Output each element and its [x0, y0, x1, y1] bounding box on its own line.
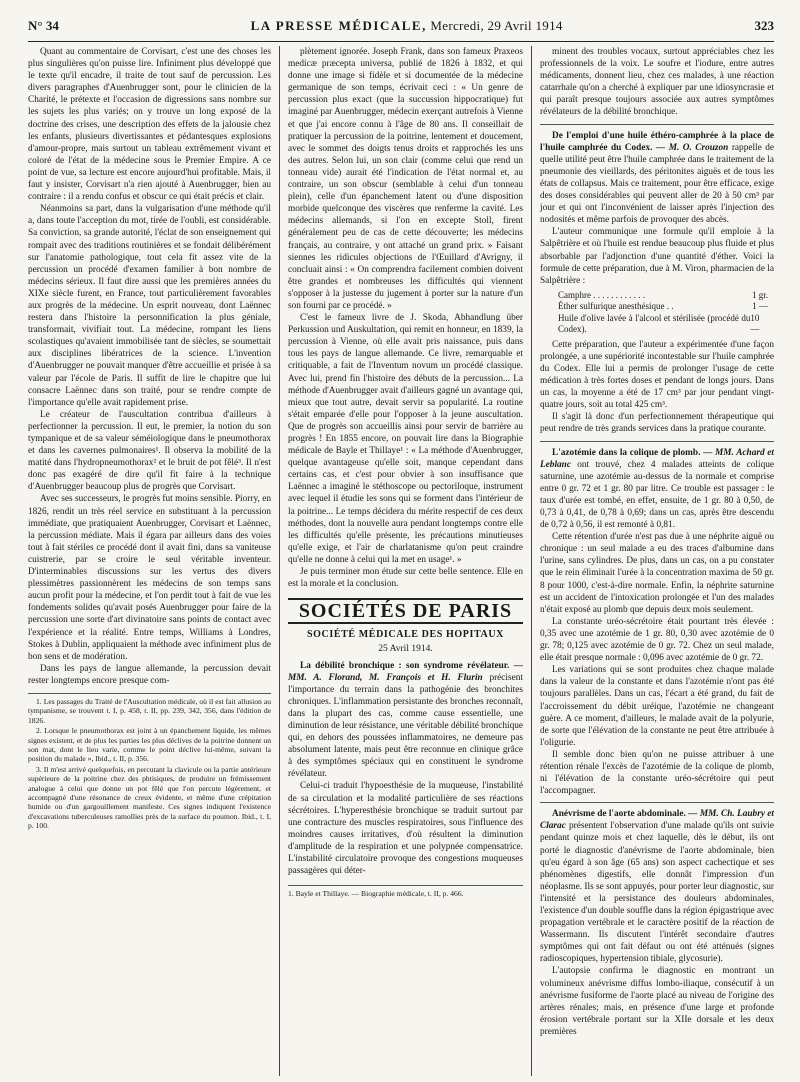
paragraph: Dans les pays de langue allemande, la percussion devait rester longtemps encore presque com-	[28, 663, 271, 686]
divider	[540, 124, 774, 125]
column-3	[532, 46, 774, 1076]
column-1	[28, 46, 280, 1076]
run-in-head: La débilité bronchique : son syndrome révélateur.	[300, 660, 510, 671]
paragraph: Le créateur de l'auscultation contribua d'ailleurs à perfectionner la percussion. Il eut, le premier, la notion du son tympanique et de sa valeur séméiologique dans le pneumothorax et dans les cavernes pulmonaires¹. Il observa la mobilité de la matité dans l'hydropneumothorax² et le bruit de pot fêlé³. Il n'est donc pas exagéré de dire qu'il fit faire à la technique d'Auenbrugger beaucoup plus de progrès que Corvisart.	[28, 409, 271, 493]
paragraph: L'autopsie confirma le diagnostic en montrant un volumineux anévrisme diffus lombo-iliaque, consécutif à un anévrisme fusiforme de l'aorte placé au niveau de l'origine des artères rénales; mais, en présence d'une large et profonde érosion vertébrale portant sur la XIIe dorsale et les deux premières	[540, 966, 774, 1037]
paragraph: Il s'agit là donc d'un perfectionnement thérapeutique qui peut rendre de très grands services dans la pratique courante.	[540, 412, 774, 435]
issue-number: N° 34	[28, 18, 59, 33]
formula-line: Huile d'olive lavée à l'alcool et stérilisée (procédé du Codex). 10 —	[558, 312, 760, 335]
paragraph: Cette préparation, que l'auteur a expérimentée d'une façon prolongée, a une supériorité incontestable sur l'huile camphrée du Codex. Elle lui a permis de prolonger l'usage de cette médication à très fortes doses et pendant de longs jours. Dans un cas, la moyenne a été de 17 cm³ par jour pendant vingt-quatre jours, soit au total 425 cm³.	[540, 339, 774, 411]
paragraph: La constante uréo-sécrétoire était pourtant très élevée : 0,35 avec une azotémie de 1 gr. 80, 0,30 avec azotémie de 0 gr. 78; 0,125 avec azotémie de 0 gr. 72. Chez un seul malade, elle était presque normale : 0,096 avec azotémie de 0 gr. 72.	[540, 616, 774, 664]
paragraph	[540, 130, 774, 227]
columns	[28, 46, 774, 1076]
page-header	[28, 18, 774, 42]
paragraph: L'auteur communique une formule qu'il emploie à la Salpêtrière et où l'huile est rendue beaucoup plus fluide et plus absorbable par l'adjonction d'une quantité d'éther. Voici la formule de cette préparation, due à M. Viron, pharmacien de la Salpêtrière :	[540, 227, 774, 286]
paragraph-text: rappelle de quelle utilité peut être l'huile camphrée dans le traitement de la pneumonie des vieillards, des péritonites aiguës et de tous les états de collapsus. Mais ce traitement, pour être efficace, exige des doses considérables qui peuvent aller de 20 à 50 cm³ par jour et qui ont l'inconvénient de laisser après l'injection des nodosités et même parfois de provoquer des abcès.	[540, 142, 774, 226]
formula-line: Camphre . . . . . . . . . . . . 1 gr.	[558, 289, 768, 300]
paragraph: Celui-ci traduit l'hypoesthésie de la muqueuse, l'instabilité de sa circulation et la modalité particulière de ses réactions sécrétoires. L'hyperesthésie bronchique se traduit surtout par une contracture des muscles respiratoires, sous l'influence des moindres causes irritatives, d'où résultent la diminution d'amplitude de la respiration et une polypnée compensatrice. L'instabilité circulatoire provoque des congestions muqueuses passagères qui déter-	[288, 781, 523, 877]
authors: — MM. A. Florand, M. François et H. Flurin	[288, 660, 523, 683]
session-date: 25 Avril 1914.	[378, 644, 433, 655]
paragraph: plètement ignorée. Joseph Frank, dans son fameux Praxeos medicæ præcepta universa, publié de 1826 à 1832, et qui donne une image si fidèle et si documentée de la médecine germanique de son temps, écrivait ceci : « Un genre de percussion plus exact (que la succussion hippocratique) fut imaginé par Auenbrugger, médecin exerçant autrefois à Vienne et que j'ai encore connu à l'âge de 80 ans. Il conseillait de pratiquer la percussion de la poitrine, lentement et doucement, avec le sommet des doigts tenus droits et rapprochés les uns des autres. Selon lui, un son clair (comme celui que rend un tonneau vide) aurait été l'indication de l'état normal et, au contraire, un son obscur (semblable à celui d'un tonneau plein), celle d'un épanchement latent ou d'une disposition morbide quelconque des viscères que renferme la cavité. Les médecins allemands, si l'on en excepte Stoll, firent généralement peu de cas de cette découverte; les médecins français, au contraire, y ont attaché un grand prix. » Faisant siennes les ridicules objections de l'Œuillard d'Avrigny, il concluait ainsi : « On comprendra facilement combien doivent être grandes et nombreuses les difficultés qui viennent s'opposer à la justesse du jugement à porter sur la nature d'un son fourni par ce procédé. »	[288, 47, 523, 311]
run-in-head: Anévrisme de l'aorte abdominale.	[552, 809, 686, 820]
footnote: 1. Les passages du Traité de l'Auscultation médicale, où il est fait allusion au tympanisme, se trouvent t. I, p. 458, t. II, pp. 239, 342, 356, dans l'édition de 1826.	[28, 696, 271, 725]
paragraph: Je puis terminer mon étude sur cette belle sentence. Elle en est la morale et la conclusion.	[288, 567, 523, 590]
paragraph-text: précisent l'importance du terrain dans la pathogénie des bronchites chroniques. L'inflammation persistante des bronches reconnaît, dans la plupart des cas, comme cause essentielle, une diminution de leur résistance, une véritable débilité bronchique qui, en dehors des poussées inflammatoires, ne demeure pas absolument latente, mais peut être reconnue en clinique grâce à des symptômes spéciaux qui en constituent le syndrome révélateur.	[288, 672, 523, 780]
paragraph-text: présentent l'observation d'une malade qu'ils ont suivie pendant quinze mois et chez laquelle, dès le début, ils ont porté le diagnostic d'anévrisme de l'aorte abdominale, bien qu'eu égard à son âge (65 ans) son aspect cachectique et ses phénomènes digestifs, elle donnât l'impression d'un néoplasme. Ils se sont appuyés, pour porter leur diagnostic, sur l'intensité et la persistance des douleurs abdominales, l'existence d'un double souffle dans la région épigastrique avec propagation vertébrale et le caractère positif de la réaction de Wassermann. Ils discutent l'intérêt secondaire d'autres symptômes qui ont fait défaut ou ont été atténués (signes radioscopiques, hypertension tibiale, glycosurie).	[540, 821, 774, 965]
page-number: 323	[754, 18, 774, 33]
authors: — MM. Achard et Leblanc	[540, 447, 774, 470]
divider	[540, 441, 774, 442]
paragraph: Quant au commentaire de Corvisart, c'est une des choses les plus singulières qu'on puisse lire. Infiniment plus développé que le texte qu'il encadre, il traite de tout sauf de percussion. Les divers paragraphes d'Auenbrugger sont, pour le clinicien de la Charité, le prétexte et l'occasion de digressions sans nombre sur les sujets les plus variés; on y trouve un long exposé de la doctrine des crises, une description des effets de la jalousie chez les enfants, plusieurs divertissantes et pédantesques explosions d'amour-propre, mais surtout un tableau extrêmement vivant et coloré de l'état de la médecine sous le Premier Empire. A ce point de vue, sa lecture est encore aujourd'hui profitable. Mais, il faut y insister, Corvisart n'a rien ajouté à Auenbrugger, bien au contraire : il a rendu confus et obscur ce qui était précis et clair.	[28, 47, 271, 203]
paper-title: LA PRESSE MÉDICALE,	[250, 18, 427, 33]
issue-date: Mercredi, 29 Avril 1914	[430, 18, 563, 33]
footnotes	[28, 693, 271, 831]
paragraph: Il semble donc bien qu'on ne puisse attribuer à une rétention rénale l'excès de l'azotémie de la colique de plomb, ni l'élévation de la constante uréo-sécrétoire qui peut l'accompagner.	[540, 749, 774, 797]
divider	[540, 802, 774, 803]
formula	[558, 290, 774, 336]
paragraph	[540, 808, 774, 965]
paragraph: C'est le fameux livre de J. Skoda, Abhandlung über Perkussion und Auskultation, qui remit en honneur, en 1839, la percussion à Vienne, où elle avait pris naissance, puis dans tous les pays de langue allemande. Ce livre, remarquable et critiquable, a fait de l'Inventum novum un procédé classique. Avec lui, prend fin l'histoire des débuts de la percussion... La méthode d'Auenbrugger avait d'ailleurs gagné un avantage qui, mieux que tout autre, devait servir sa popularité. La routine s'était emparée d'elle pour l'opposer à la jeune auscultation. Que de progrès son accueillis ainsi pour servir de barrière au progrès ! En 1855 encore, on pouvait lire dans la Biographie médicale de Bayle et Thillaye¹ : « La méthode d'Auenbrugger, quelque avantageuse qu'elle soit, manque cependant dans certains cas, et c'est pour obvier à son insuffisance que Laënnec a imaginé le stéthoscope ou pectoriloque, instrument avec lequel il étudie les sons qui se forment dans l'intérieur de la poitrine... Le temps décidera du mérite respectif de ces deux méthodes, dont la nouvelle aura pendant longtemps contre elle les difficultés qu'elle présente, les précautions minutieuses qu'elle exige, et l'air de charlatanisme qu'on peut craindre qu'elle ne donne à celui qui la met en usage¹. »	[288, 313, 523, 565]
run-in-head: L'azotémie dans la colique de plomb.	[552, 447, 701, 458]
authors: — M. O. Crouzon	[655, 142, 729, 153]
footnote: 1. Bayle et Thillaye. — Biographie médicale, t. II, p. 466.	[288, 885, 523, 899]
paragraph: Les variations qui se sont produites chez chaque malade dans la valeur de la constante et dans l'azotémie n'ont pas été toujours parallèles. Dans un cas, l'écart a été grand, du fait de l'accroissement du débit uréique, l'azotémie ne changeant guère. A ce moment, d'ailleurs, le malade avait de la polyurie, de sorte que l'élévation de la constante ne peut être attribuée à l'oligurie.	[540, 665, 774, 748]
footnote: 2. Lorsque le pneumothorax est joint à un épanchement liquide, les mêmes signes existent, et de plus les parties les plus déclives de la poitrine donnent un son mat, dont le lieu varie, comme le point déclive lui-même, suivant la position du malade », Ibid., t. II, p. 356.	[28, 726, 271, 764]
section-title: SOCIÉTÉS DE PARIS	[288, 598, 523, 624]
paragraph-text: ont trouvé, chez 4 malades atteints de colique saturnine, une azotémie au-dessus de la normale et comprise entre 0 gr. 72 et 1 gr. 80 par litre. Ce trouble est passager : le taux d'urée est tombé, en effet, ensuite, de 1 gr. 80 à 0,50, de 0,73 à 0,41, de 0,78 à 0,69; dans un cas, après être descendu de 0,72 à 0,56, il est remonté à 0,81.	[540, 459, 774, 531]
paragraph: Avec ses successeurs, le progrès fut moins sensible. Piorry, en 1826, rendit un très réel service en substituant à la percussion immédiate, que pratiquaient Auenbrugger, Corvisart et Laënnec, la percussion médiate. Mais il égara par ailleurs dans des voies tout à fait stériles ce procédé dont il avait fini, dans sa vaniteuse cuistrerie, par se croire le seul véritable inventeur. D'interminables discussions sur les vertus des divers plessimètres passionnèrent les médecins de son temps sans aucun profit pour la médecine, et l'on perdit tout à fait de vue les fondements solides qu'avait posés Auenbrugger pour faire de la percussion une sorte d'art divinatoire sans points de contact avec l'expérience et la réalité. Entre temps, Williams à Londres, Stokes à Dublin, appliquaient la méthode avec infiniment plus de bon sens et de modération.	[28, 494, 271, 662]
paragraph	[540, 447, 774, 532]
paragraph	[288, 660, 523, 781]
paragraph: minent des troubles vocaux, surtout appréciables chez les professionnels de la voix. Le soufre et l'iodure, entre autres médicaments, donnent lieu, chez ces malades, à une réaction catarrhale qu'on a cherché à expliquer par une idiosyncrasie et qui paraît presque toujours associée aux autres symptômes révélateurs de la débilité bronchique.	[540, 47, 774, 118]
formula-line: Éther sulfurique anesthésique . . 1 —	[558, 301, 768, 312]
society-title: SOCIÉTÉ MÉDICALE DES HOPITAUX	[307, 629, 504, 641]
paragraph: Néanmoins sa part, dans la vulgarisation d'une méthode qu'il a, dans toute l'acception du mot, tirée de l'oubli, est considérable. Sa conviction, sa grande autorité, l'éclat de son enseignement qui rompait avec des traditions routinières et se fondait délibérément sur l'anatomie pathologique, tout cela fit assez vite de la percussion un procédé d'examen familier à bon nombre de médecins sérieux. Il faut dire aussi que les premières années du XIXe siècle furent, en France, tout particulièrement favorables aux progrès de la médecine. Un esprit nouveau, dont Laënnec restera dans l'histoire la personnification la plus géniale, transformait, vivifiait tout. La médecine, rompant les liens scolastiques qu'avaient immobilisée tant de siècles, se soumettait aux disciplines libératrices de la science. L'invention d'Auenbrugger ne pouvait manquer d'être accueillie et prisée à sa valeur par l'école de Paris. Il suffit de lire le chapitre que lui consacre Laënnec dans son traité, pour se rendre compte de l'importance qu'elle avait rapidement prise.	[28, 204, 271, 408]
paragraph: Cette rétention d'urée n'est pas due à une néphrite aiguë ou chronique : un seul malade a eu des traces d'albumine dans l'urine, sans cylindres. De plus, dans un cas, on a pu constater que le rein éliminait l'urée à la concentration maxima de 50 gr. 8 pour 1000, c'est-à-dire normale. Enfin, la néphrite saturnine est un accident de l'intoxication prolongée et l'un des malades n'était exposé au plomb que depuis deux mois seulement.	[540, 532, 774, 615]
footnote: 3. Il m'est arrivé quelquefois, en percutant la clavicule ou la partie antérieure supérieure de la poitrine chez des phtisiques, de produire un frémissement analogue à celui que donne un pot fêlé que l'on percute légèrement, et accompagné d'une résonance de creux évidente, et même d'une crépitation humide ou d'un gargouillement manifeste. Ces signes indiquent l'existence d'excavations tuberculeuses ramollies près de la surface du poumon. Ibid., t. I, p. 100.	[28, 764, 271, 831]
run-in-head: De l'emploi d'une huile éthéro-camphrée à la place de l'huile camphrée du Codex.	[540, 130, 774, 153]
authors: — MM. Ch. Laubry et Clarac	[540, 809, 774, 832]
column-2	[280, 46, 532, 1076]
masthead	[251, 18, 563, 34]
